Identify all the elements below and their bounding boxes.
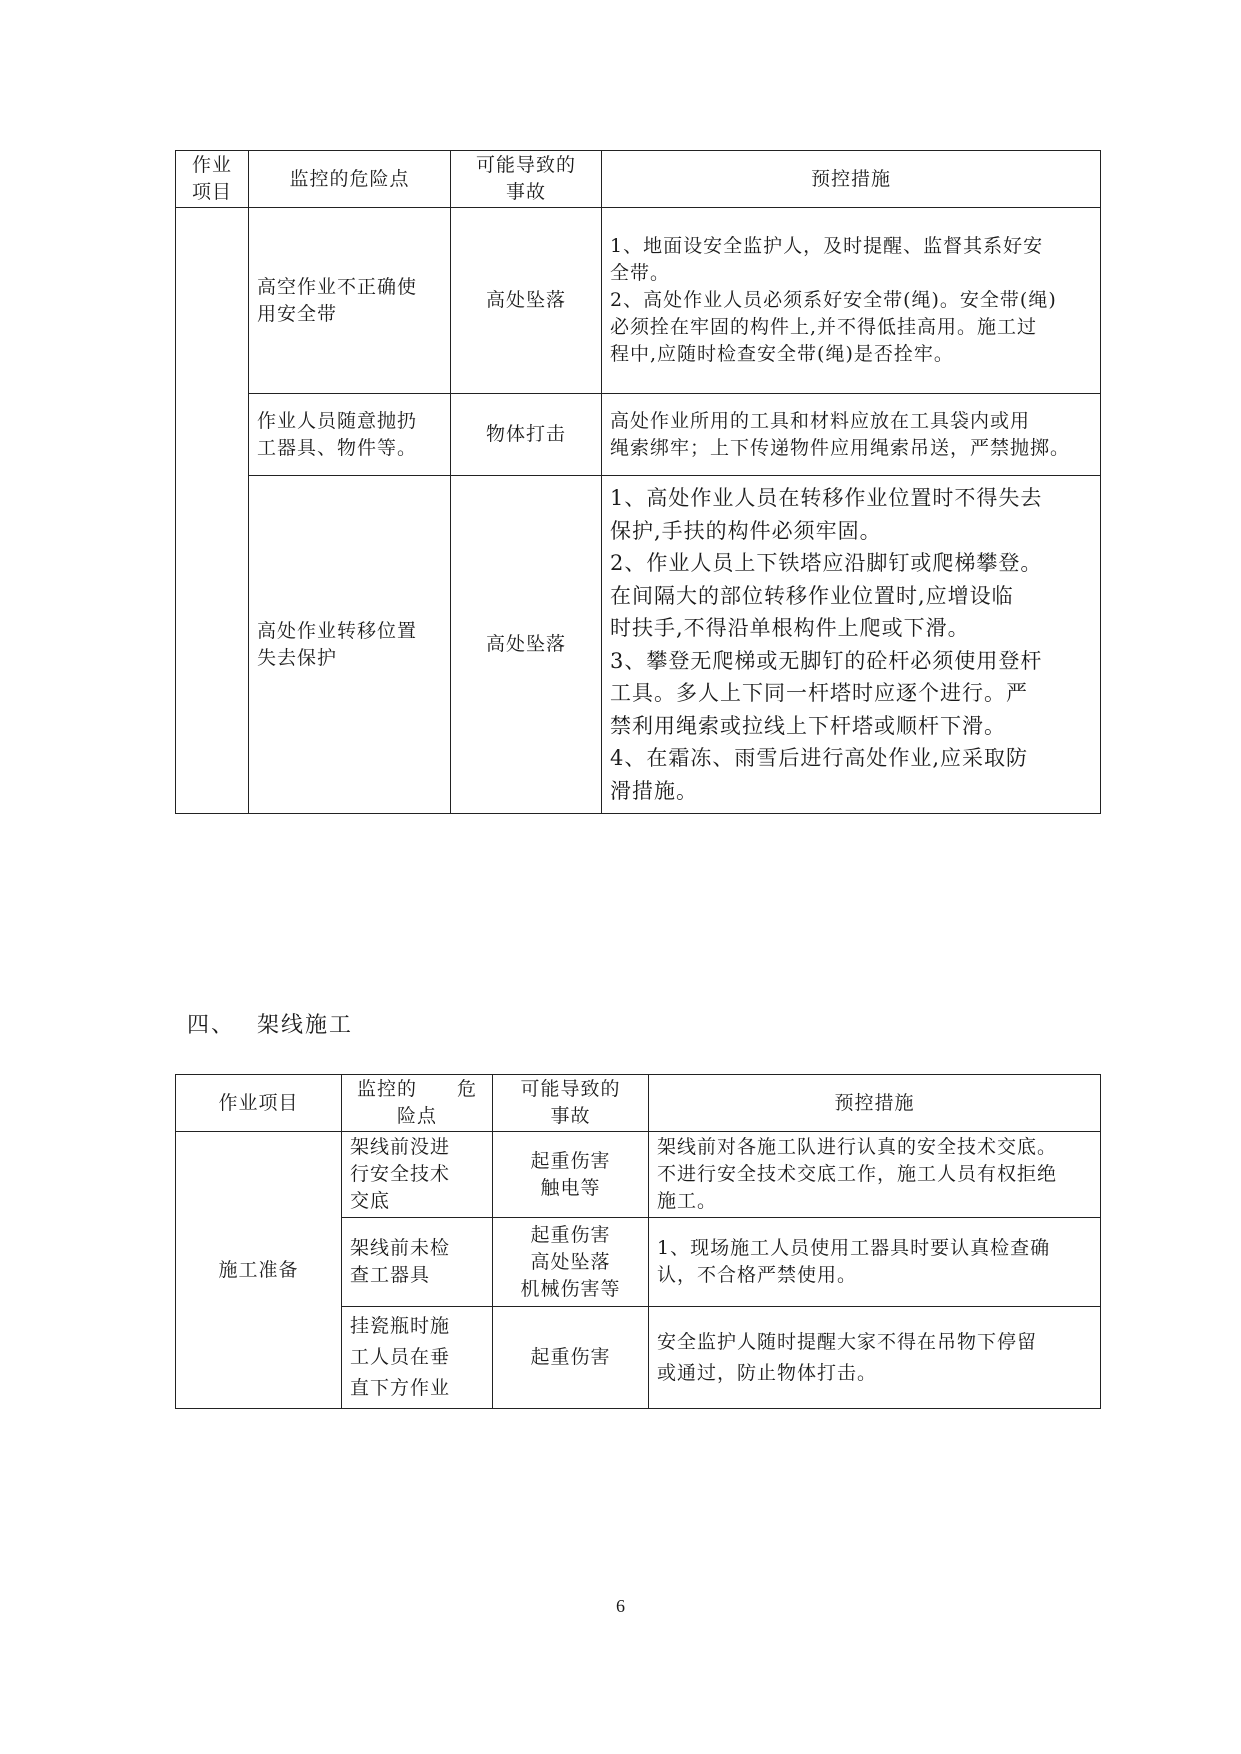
project-cell: 施工准备 — [176, 1132, 342, 1409]
table-row — [176, 208, 1101, 394]
hazard-cell: 架线前未检 查工器具 — [342, 1218, 493, 1307]
header-accident: 可能导致的 事故 — [451, 151, 602, 208]
page-number: 6 — [616, 1596, 625, 1616]
accident-cell: 起重伤害 高处坠落 机械伤害等 — [493, 1218, 649, 1307]
header-project: 作业项目 — [176, 1075, 342, 1132]
hazard-cell: 挂瓷瓶时施 工人员在垂 直下方作业 — [342, 1307, 493, 1409]
header-hazard: 监控的危险点 — [249, 151, 451, 208]
accident-cell: 起重伤害 — [493, 1307, 649, 1409]
header-measures: 预控措施 — [649, 1075, 1101, 1132]
project-cell — [176, 208, 249, 814]
table-header-row — [176, 151, 1101, 208]
section-heading — [187, 1008, 353, 1039]
measures-cell: 高处作业所用的工具和材料应放在工具袋内或用 绳索绑牢；上下传递物件应用绳索吊送，严禁抛掷。 — [602, 394, 1101, 476]
header-measures: 预控措施 — [602, 151, 1101, 208]
measures-cell: 1、高处作业人员在转移作业位置时不得失去 保护,手扶的构件必须牢固。 2、作业人员上下铁塔应沿脚钉或爬梯攀登。 在间隔大的部位转移作业位置时,应增设临 时扶手,不得沿单根构件上爬或下滑。 3、攀登无爬梯或无脚钉的砼杆必须使用登杆 工具。多人上下同一杆塔时应逐个进行。严 禁利用绳索或拉线上下杆塔或顺杆下滑。 4、在霜冻、雨雪后进行高处作业,应采取防 滑措施。 — [602, 476, 1101, 814]
accident-cell: 高处坠落 — [451, 476, 602, 814]
hazard-cell: 作业人员随意抛扔 工器具、物件等。 — [249, 394, 451, 476]
table-row — [176, 476, 1101, 814]
hazard-table-1 — [175, 150, 1101, 814]
table-header-row — [176, 1075, 1101, 1132]
table-row — [176, 1132, 1101, 1218]
hazard-cell: 高处作业转移位置 失去保护 — [249, 476, 451, 814]
section-number: 四、 — [187, 1013, 236, 1038]
hazard-table-2 — [175, 1074, 1101, 1409]
header-accident: 可能导致的 事故 — [493, 1075, 649, 1132]
table-row — [176, 394, 1101, 476]
accident-cell: 起重伤害 触电等 — [493, 1132, 649, 1218]
accident-cell: 高处坠落 — [451, 208, 602, 394]
header-project: 作业 项目 — [176, 151, 249, 208]
section-title: 架线施工 — [257, 1013, 354, 1038]
accident-cell: 物体打击 — [451, 394, 602, 476]
header-hazard: 监控的 危 险点 — [342, 1075, 493, 1132]
measures-cell: 安全监护人随时提醒大家不得在吊物下停留 或通过，防止物体打击。 — [649, 1307, 1101, 1409]
measures-cell: 架线前对各施工队进行认真的安全技术交底。 不进行安全技术交底工作，施工人员有权拒绝 施工。 — [649, 1132, 1101, 1218]
hazard-cell: 高空作业不正确使 用安全带 — [249, 208, 451, 394]
hazard-cell: 架线前没进 行安全技术 交底 — [342, 1132, 493, 1218]
measures-cell: 1、地面设安全监护人，及时提醒、监督其系好安 全带。 2、高处作业人员必须系好安全带(绳)。安全带(绳) 必须拴在牢固的构件上,并不得低挂高用。施工过 程中,应随时检查安全带(绳)是否拴牢。 — [602, 208, 1101, 394]
measures-cell: 1、现场施工人员使用工器具时要认真检查确 认，不合格严禁使用。 — [649, 1218, 1101, 1307]
